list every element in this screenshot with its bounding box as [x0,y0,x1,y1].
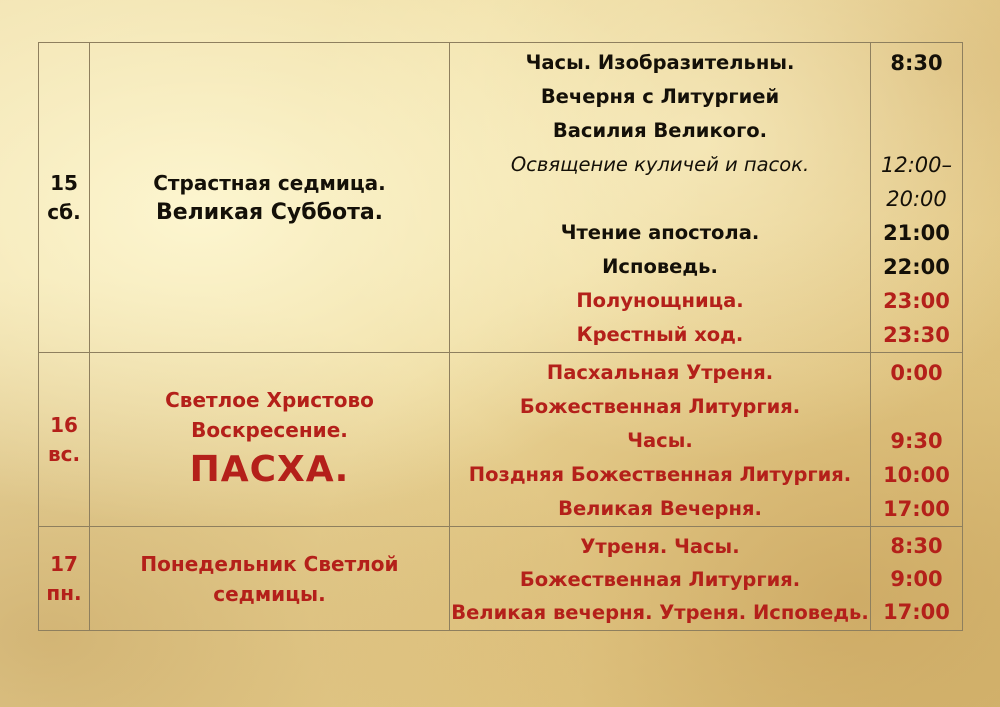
service-time: 23:00 [883,289,950,313]
day-name-cell [90,353,450,527]
services-cell [450,353,871,527]
service-item: Вечерня с Литургией [540,85,780,108]
service-item: Часы. [627,429,693,452]
service-time: 17:00 [883,497,950,521]
service-time: 9:30 [890,429,943,453]
date-number: 15 [50,170,78,195]
service-item: Исповедь. [602,255,718,278]
schedule-row-saturday [39,43,963,353]
service-time: 8:30 [890,534,943,558]
service-item: Освящение куличей и пасок. [510,153,810,176]
weekday: сб. [47,199,81,224]
day-name-cell [90,43,450,353]
date-number: 17 [50,551,78,576]
schedule-table [38,42,963,631]
service-item [450,182,870,216]
schedule-row-sunday [39,353,963,527]
service-time: 8:30 [890,51,943,75]
service-time [871,390,962,424]
service-time: 20:00 [886,187,947,211]
weekday: пн. [46,580,82,605]
day-name-line: Страстная седмица. [153,170,386,195]
service-time: 10:00 [883,463,950,487]
service-item: Утреня. Часы. [580,535,740,558]
service-item: Василия Великого. [552,119,768,142]
weekday: вс. [47,441,81,466]
service-item: Чтение апостола. [560,221,760,244]
service-time: 22:00 [883,255,950,279]
service-item: Полунощница. [576,289,744,312]
service-time: 9:00 [890,567,943,591]
service-time: 23:30 [883,323,950,347]
service-time: 12:00– [880,153,953,177]
service-time [871,114,962,148]
service-item: Великая Вечерня. [558,497,762,520]
day-name-line: Великая Суббота. [155,199,384,225]
date-cell [39,527,90,631]
day-name-line: Светлое Христово Воскресение. [165,387,374,442]
service-item: Часы. Изобразительны. [525,51,795,74]
service-time: 0:00 [890,361,943,385]
service-time: 21:00 [883,221,950,245]
services-cell [450,43,871,353]
date-number: 16 [50,412,78,437]
times-cell [871,527,963,631]
service-time [871,80,962,114]
service-item: Крестный ход. [576,323,744,346]
day-name-line: Понедельник Светлой седмицы. [140,551,399,606]
service-item: Великая вечерня. Утреня. Исповедь. [451,601,869,624]
times-cell [871,353,963,527]
date-cell [39,43,90,353]
service-time: 17:00 [883,600,950,624]
pascha-title: ПАСХА. [189,448,350,490]
service-item: Пасхальная Утреня. [546,361,774,384]
services-cell [450,527,871,631]
date-cell [39,353,90,527]
service-item: Божественная Литургия. [519,395,801,418]
service-item: Поздняя Божественная Литургия. [468,463,852,486]
day-name-cell [90,527,450,631]
service-item: Божественная Литургия. [519,568,801,591]
schedule-row-monday [39,527,963,631]
times-cell [871,43,963,353]
